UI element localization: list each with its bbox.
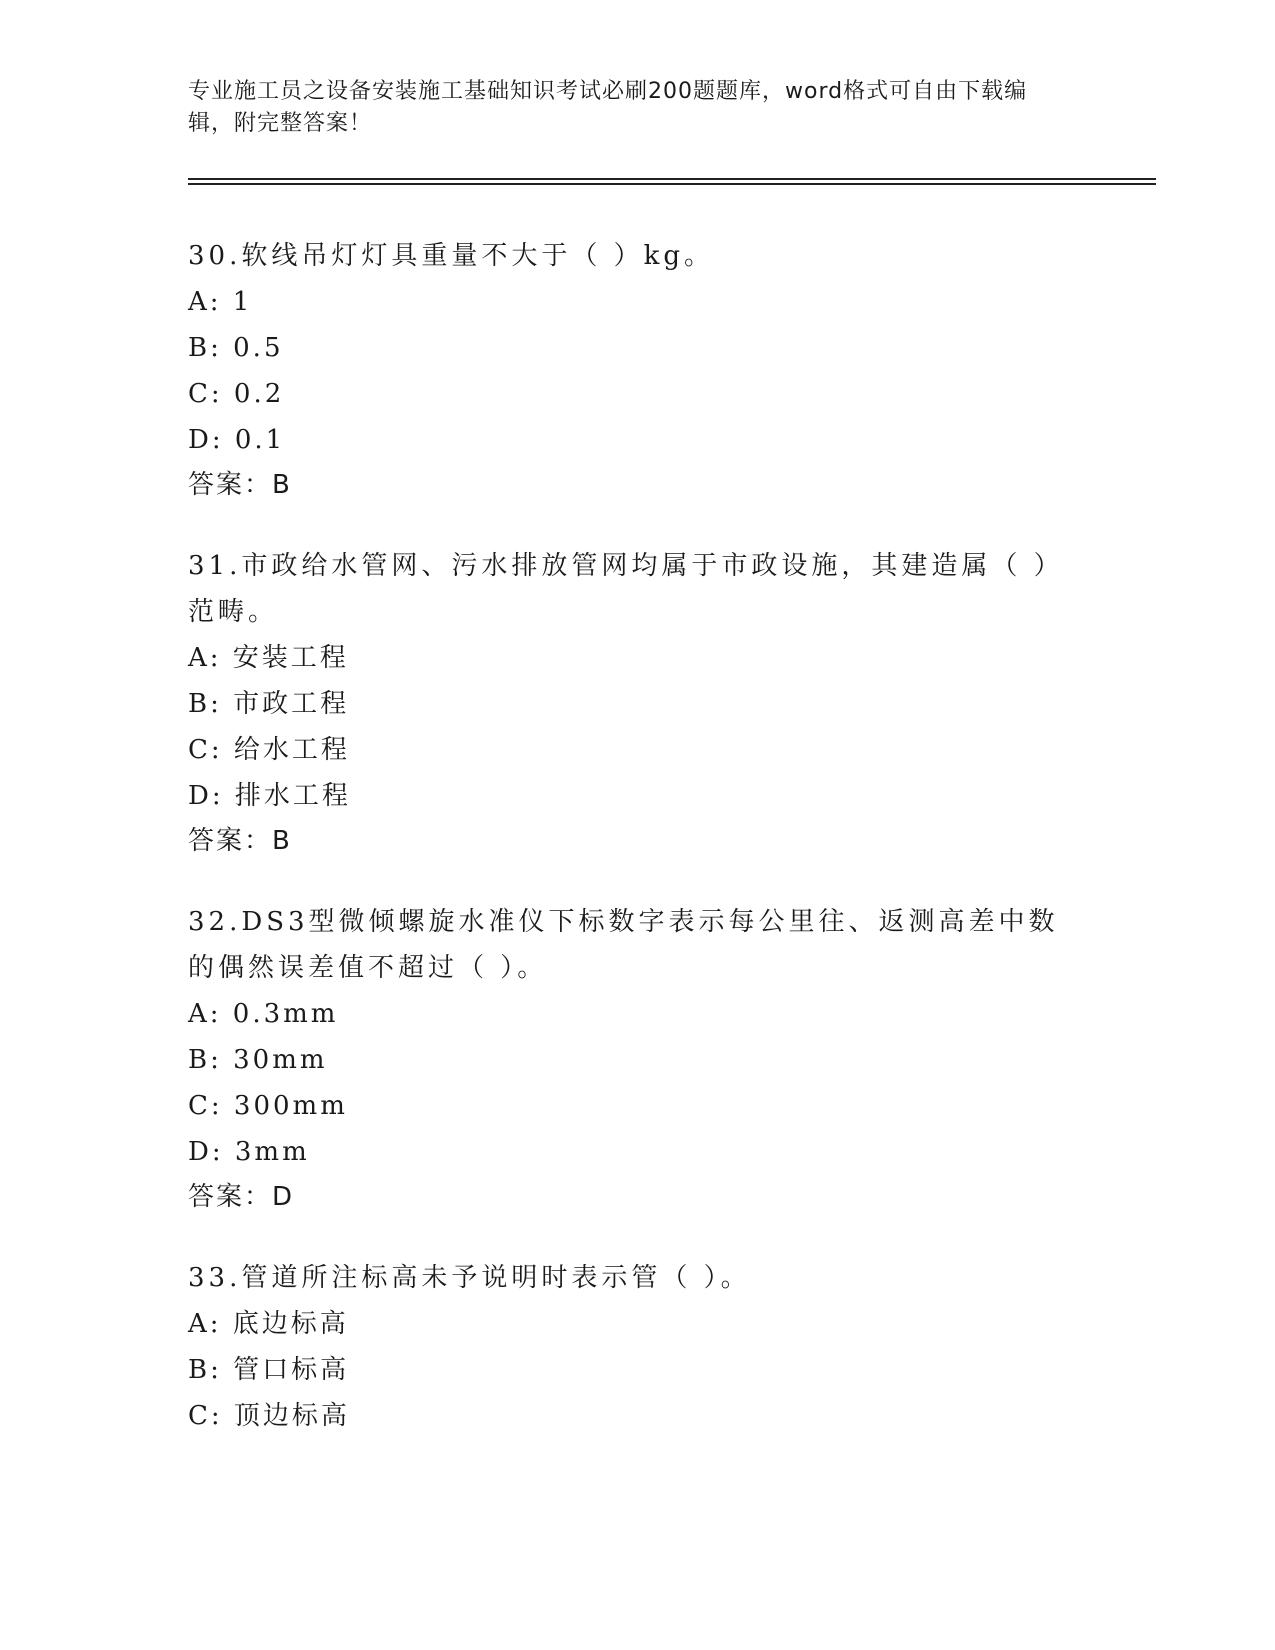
option-a: A: 1 [188,287,253,317]
option-d: D: 3mm [188,1137,310,1167]
question-30 [188,233,1088,507]
header-rule-bottom [188,183,1156,185]
answer-line: 答案：B [188,826,292,856]
question-31 [188,543,1088,863]
question-text: 33.管道所注标高未予说明时表示管（ ）。 [188,1263,751,1293]
header-rule-top [188,178,1156,180]
option-a: A: 安装工程 [188,643,349,673]
option-a: A: 0.3mm [188,999,339,1029]
question-text: 31.市政给水管网、污水排放管网均属于市政设施，其建造属（ ）范畴。 [188,551,1064,627]
question-32 [188,899,1088,1219]
option-d: D: 0.1 [188,425,286,455]
answer-line: 答案：B [188,470,292,500]
option-b: B: 0.5 [188,333,284,363]
question-list [188,233,1088,1475]
option-b: B: 管口标高 [188,1355,350,1385]
option-c: C: 300mm [188,1091,348,1121]
document-header: 专业施工员之设备安装施工基础知识考试必刷200题题库，word格式可自由下载编辑，附完整答案！ [188,79,1028,136]
question-text: 32.DS3型微倾螺旋水准仪下标数字表示每公里往、返测高差中数的偶然误差值不超过（ ）。 [188,907,1059,983]
option-b: B: 市政工程 [188,689,350,719]
option-c: C: 0.2 [188,379,285,409]
option-b: B: 30mm [188,1045,328,1075]
option-c: C: 给水工程 [188,735,350,765]
option-a: A: 底边标高 [188,1309,349,1339]
question-text: 30.软线吊灯灯具重量不大于（ ）kg。 [188,241,715,271]
option-c: C: 顶边标高 [188,1401,350,1431]
option-d: D: 排水工程 [188,781,351,811]
question-33 [188,1255,1088,1439]
answer-line: 答案：D [188,1182,295,1212]
